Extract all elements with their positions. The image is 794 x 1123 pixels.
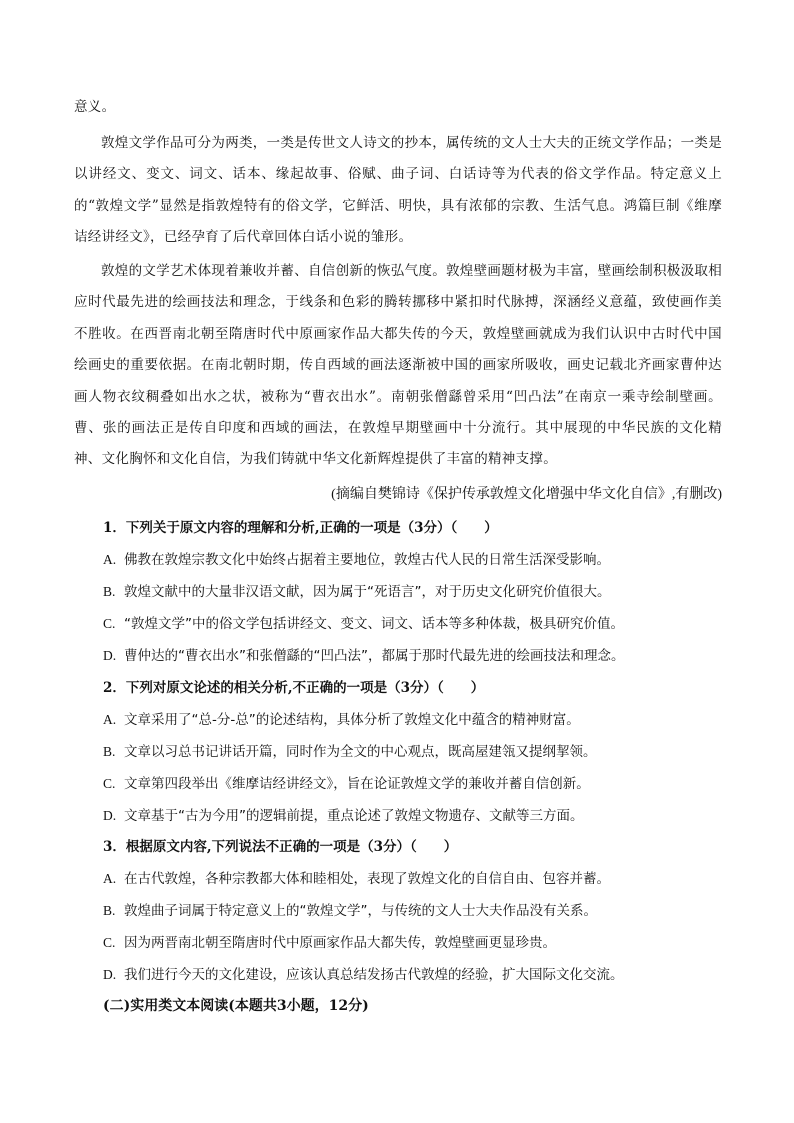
question-2-option-c — [103, 772, 733, 792]
question-2-stem: 2．下列对原文论述的相关分析,不正确的一项是（3分）（ ） — [103, 680, 485, 696]
question-3-stem: 3．根据原文内容,下列说法不正确的一项是（3分）（ ） — [103, 839, 458, 855]
question-1-option-b — [103, 580, 733, 600]
question-3-option-c — [103, 931, 733, 951]
option-letter: C. — [103, 776, 116, 791]
option-letter: D. — [103, 967, 117, 982]
passage-paragraph-literature: 敦煌文学作品可分为两类，一类是传世文人诗文的抄本，属传统的文人士大夫的正统文学作品；一类是以讲经文、变文、词文、话本、缘起故事、俗赋、曲子词、白话诗等为代表的俗文学作品。特定意义上的“敦煌文学”显然是指敦煌特有的俗文学，它鲜活、明快，具有浓郁的宗教、生活气息。鸿篇巨制《维摩诘经讲经文》，已经孕育了后代章回体白话小说的雏形。 — [74, 135, 722, 246]
option-text: 在古代敦煌，各种宗教都大体和睦相处，表现了敦煌文化的自信自由、包容并蓄。 — [124, 871, 610, 887]
option-text: 我们进行今天的文化建设，应该认真总结发扬古代敦煌的经验，扩大国际文化交流。 — [124, 967, 624, 983]
option-text: 敦煌曲子词属于特定意义上的“敦煌文学”，与传统的文人士大夫作品没有关系。 — [124, 903, 597, 919]
option-text: 因为两晋南北朝至隋唐时代中原画家作品大都失传，敦煌壁画更显珍贵。 — [124, 935, 556, 951]
option-letter: C. — [103, 935, 116, 950]
question-2-option-a — [103, 708, 733, 728]
option-letter: B. — [103, 903, 116, 918]
question-3-option-b — [103, 899, 733, 919]
option-text: 文章以习总书记讲话开篇，同时作为全文的中心观点，既高屋建瓴又提纲挈领。 — [124, 744, 597, 760]
option-letter: A. — [103, 552, 117, 567]
option-letter: B. — [103, 744, 116, 759]
passage-source-citation: (摘编自樊锦诗《保护传承敦煌文化增强中华文化自信》,有删改) — [331, 487, 722, 502]
option-text: 敦煌文献中的大量非汉语文献，因为属于“死语言”，对于历史文化研究价值很大。 — [124, 584, 611, 600]
option-letter: A. — [103, 712, 117, 727]
option-text: 佛教在敦煌宗教文化中始终占据着主要地位，敦煌古代人民的日常生活深受影响。 — [124, 552, 610, 568]
question-2-option-d — [103, 804, 733, 824]
option-text: “敦煌文学”中的俗文学包括讲经文、变文、词文、话本等多种体裁，极具研究价值。 — [124, 616, 624, 632]
question-2-option-b — [103, 740, 733, 760]
option-letter: A. — [103, 871, 117, 886]
question-1-option-a — [103, 548, 733, 568]
option-letter: D. — [103, 808, 117, 823]
question-1-option-d — [103, 644, 733, 664]
question-3-option-d — [103, 963, 733, 983]
option-text: 文章基于“古为今用”的逻辑前提，重点论述了敦煌文物遗存、文献等三方面。 — [124, 808, 584, 824]
passage-paragraph-art: 敦煌的文学艺术体现着兼收并蓄、自信创新的恢弘气度。敦煌壁画题材极为丰富，壁画绘制积极汲取相应时代最先进的绘画技法和理念，于线条和色彩的腾转挪移中紧扣时代脉搏，深涵经义意蕴，致使画作美不胜收。在西晋南北朝至隋唐时代中原画家作品大都失传的今天，敦煌壁画就成为我们认识中古时代中国绘画史的重要依据。在南北朝时期，传自西域的画法逐渐被中国的画家所吸收，画史记载北齐画家曹仲达画人物衣纹稠叠如出水之状，被称为“曹衣出水”。南朝张僧繇曾采用“凹凸法”在南京一乘寺绘制壁画。曹、张的画法正是传自印度和西域的画法，在敦煌早期壁画中十分流行。其中展现的中华民族的文化精神、文化胸怀和文化自信，为我们铸就中华文化新辉煌提供了丰富的精神支撑。 — [74, 263, 722, 468]
section-heading-practical-reading: (二)实用类文本阅读(本题共3小题，12分) — [103, 998, 369, 1014]
option-text: 文章采用了“总-分-总”的论述结构，具体分析了敦煌文化中蕴含的精神财富。 — [124, 712, 580, 728]
question-1-stem: 1．下列关于原文内容的理解和分析,正确的一项是（3分）（ ） — [103, 520, 498, 536]
passage-line-continuation: 意义。 — [74, 99, 116, 115]
question-3-option-a — [103, 867, 733, 887]
question-1-option-c — [103, 612, 733, 632]
option-text: 曹仲达的“曹衣出水”和张僧繇的“凹凸法”，都属于那时代最先进的绘画技法和理念。 — [124, 648, 625, 664]
option-letter: B. — [103, 584, 116, 599]
option-letter: D. — [103, 648, 117, 663]
option-letter: C. — [103, 616, 116, 631]
option-text: 文章第四段举出《维摩诘经讲经文》，旨在论证敦煌文学的兼收并蓄自信创新。 — [124, 776, 590, 792]
